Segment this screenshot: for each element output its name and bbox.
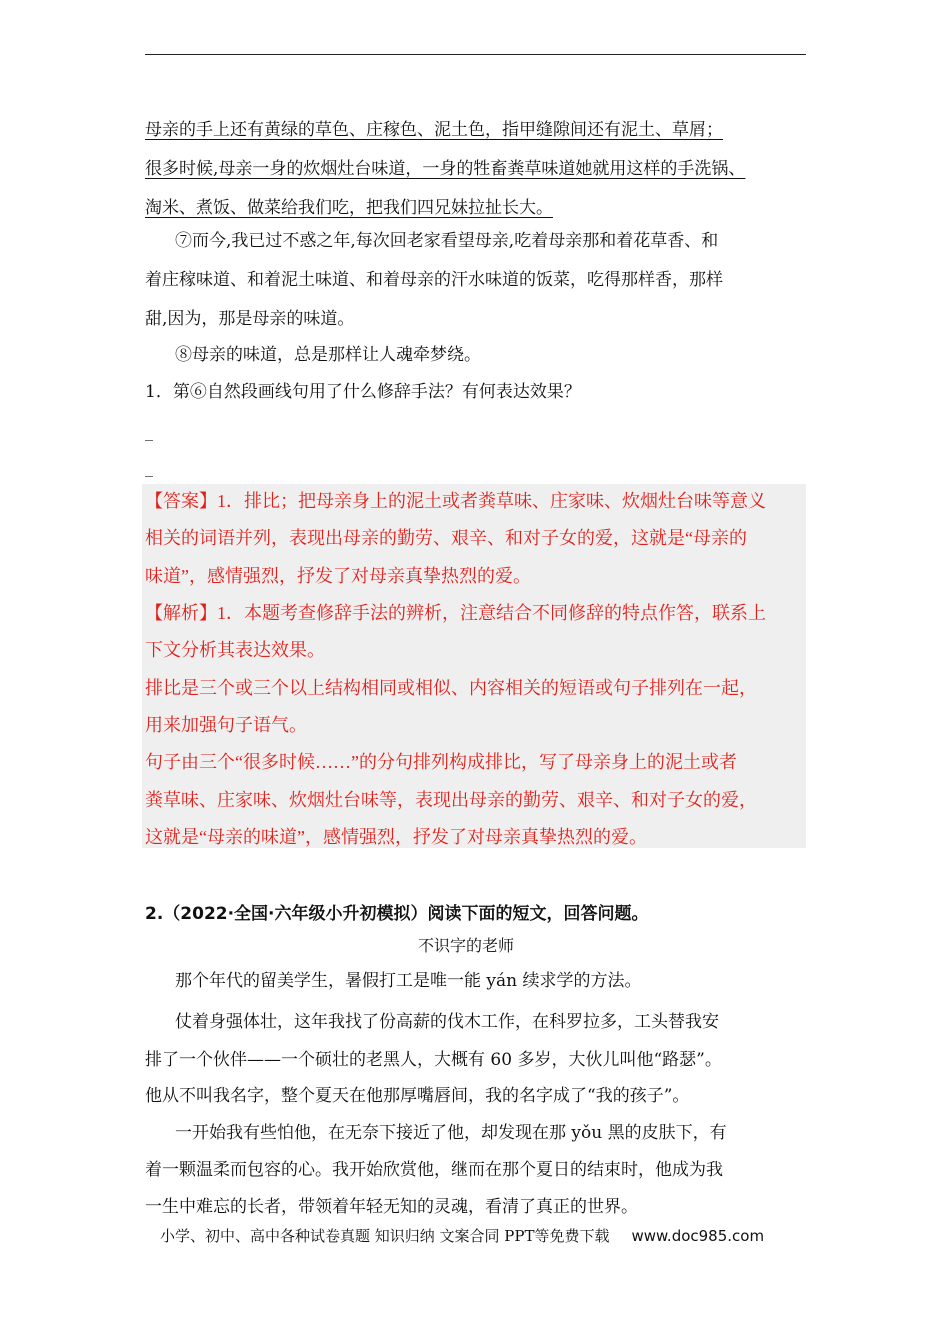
analysis-line: 排比是三个或三个以上结构相同或相似、内容相关的短语或句子排列在一起， [145, 678, 757, 698]
analysis-line: 这就是“母亲的味道”，感情强烈，抒发了对母亲真挚热烈的爱。 [145, 827, 647, 847]
footer-text: 小学、初中、高中各种试卷真题 知识归纳 文案合同 PPT等免费下载 [160, 1227, 610, 1245]
footer-site-link[interactable]: www.doc985.com [631, 1227, 765, 1245]
paragraph-7-line: 甜,因为，那是母亲的味道。 [145, 309, 355, 329]
story-line: 着一颗温柔而包容的心。我开始欣赏他，继而在那个夏日的结束时，他成为我 [145, 1160, 723, 1180]
question-1: 1．第⑥自然段画线句用了什么修辞手法？有何表达效果？ [145, 382, 581, 402]
footer [160, 1225, 764, 1246]
passage-line: 母亲的手上还有黄绿的草色、庄稼色、泥土色，指甲缝隙间还有泥土、草屑； [145, 120, 723, 140]
paragraph-7-line: 着庄稼味道、和着泥土味道、和着母亲的汗水味道的饭菜，吃得那样香，那样 [145, 270, 723, 290]
paragraph-7-line: ⑦而今,我已过不惑之年,每次回老家看望母亲,吃着母亲那和着花草香、和 [175, 231, 719, 251]
answer-line: 味道”，感情强烈，抒发了对母亲真挚热烈的爱。 [145, 566, 531, 586]
analysis-line: 用来加强句子语气。 [145, 715, 307, 735]
answer-blank: _ [145, 458, 153, 477]
analysis-line: 粪草味、庄家味、炊烟灶台味等，表现出母亲的勤劳、艰辛、和对子女的爱， [145, 790, 757, 810]
answer-line: 【答案】1．排比；把母亲身上的泥土或者粪草味、庄家味、炊烟灶台味等意义 [145, 491, 766, 511]
story-line: 一开始我有些怕他，在无奈下接近了他，却发现在那 yǒu 黑的皮肤下，有 [175, 1123, 727, 1143]
analysis-line: 下文分析其表达效果。 [145, 640, 325, 660]
story-line: 他从不叫我名字，整个夏天在他那厚嘴唇间，我的名字成了“我的孩子”。 [145, 1086, 690, 1106]
paragraph-8: ⑧母亲的味道，总是那样让人魂牵梦绕。 [175, 345, 481, 365]
analysis-line: 句子由三个“很多时候……”的分句排列构成排比，写了母亲身上的泥土或者 [145, 752, 737, 772]
story-line: 仗着身强体壮，这年我找了份高薪的伐木工作，在科罗拉多，工头替我安 [175, 1012, 719, 1032]
analysis-line: 【解析】1．本题考查修辞手法的辨析，注意结合不同修辞的特点作答，联系上 [145, 603, 766, 623]
passage-line: 很多时候,母亲一身的炊烟灶台味道，一身的牲畜粪草味道她就用这样的手洗锅、 [145, 159, 746, 179]
passage-line: 淘米、煮饭、做菜给我们吃，把我们四兄妹拉扯长大。 [145, 198, 553, 218]
answer-line: 相关的词语并列，表现出母亲的勤劳、艰辛、和对子女的爱，这就是“母亲的 [145, 528, 747, 548]
question-2-heading: 2.（2022·全国·六年级小升初模拟）阅读下面的短文，回答问题。 [145, 904, 649, 924]
story-line: 那个年代的留美学生，暑假打工是唯一能 yán 续求学的方法。 [175, 971, 642, 991]
answer-blank: _ [145, 422, 153, 441]
story-title: 不识字的老师 [418, 936, 515, 955]
story-line: 一生中难忘的长者，带领着年轻无知的灵魂，看清了真正的世界。 [145, 1197, 638, 1217]
header-rule [145, 54, 806, 55]
story-line: 排了一个伙伴——一个硕壮的老黑人，大概有 60 多岁，大伙儿叫他“路瑟”。 [145, 1050, 722, 1070]
